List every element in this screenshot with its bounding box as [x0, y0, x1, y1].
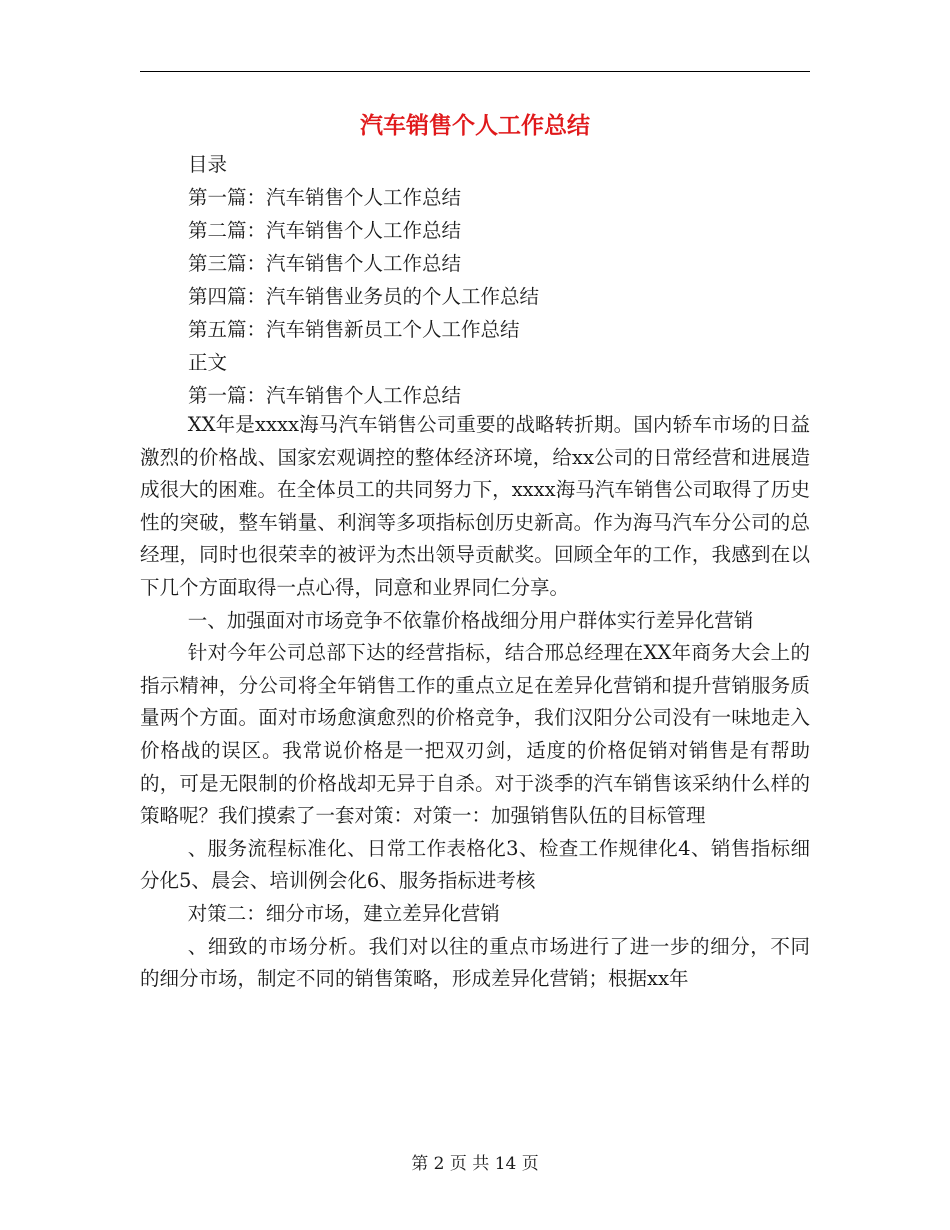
- page-number: 第 2 页 共 14 页: [411, 1154, 539, 1174]
- paragraph: XX年是xxxx海马汽车销售公司重要的战略转折期。国内轿车市场的日益激烈的价格战、国家宏观调控的整体经济环境，给xx公司的日常经营和进展造成很大的困难。在全体员工的共同努力下，xxxx海马汽车销售公司取得了历史性的突破，整车销量、利润等多项指标创历史新高。作为海马汽车分公司的总经理，同时也很荣幸的被评为杰出领导贡献奖。回顾全年的工作，我感到在以下几个方面取得一点心得，同意和业界同仁分享。: [140, 413, 810, 599]
- toc-item: 第三篇：汽车销售个人工作总结: [188, 252, 462, 275]
- document-title: 汽车销售个人工作总结: [360, 113, 590, 139]
- toc-item: 第二篇：汽车销售个人工作总结: [188, 219, 462, 242]
- section-title: 第一篇：汽车销售个人工作总结: [188, 384, 462, 407]
- paragraph: 一、加强面对市场竞争不依靠价格战细分用户群体实行差异化营销: [187, 608, 754, 632]
- paragraph: 针对今年公司总部下达的经营指标，结合邢总经理在XX年商务大会上的指示精神，分公司将全年销售工作的重点立足在差异化营销和提升营销服务质量两个方面。面对市场愈演愈烈的价格竞争，我们汉阳分公司没有一味地走入价格战的误区。我常说价格是一把双刃剑，适度的价格促销对销售是有帮助的，可是无限制的价格战却无异于自杀。对于淡季的汽车销售该采纳什么样的策略呢？我们摸索了一套对策：对策一：加强销售队伍的目标管理: [140, 641, 810, 828]
- toc-heading: 目录: [188, 153, 228, 176]
- toc-item: 第四篇：汽车销售业务员的个人工作总结: [188, 285, 540, 308]
- toc-item: 第五篇：汽车销售新员工个人工作总结: [188, 318, 520, 341]
- document-body: [140, 409, 810, 996]
- paragraph: 、服务流程标准化、日常工作表格化3、检查工作规律化4、销售指标细分化5、晨会、培训例会化6、服务指标进考核: [140, 836, 810, 893]
- body-heading: 正文: [188, 351, 228, 374]
- paragraph: 、细致的市场分析。我们对以往的重点市场进行了进一步的细分，不同的细分市场，制定不同的销售策略，形成差异化营销；根据xx年: [140, 934, 810, 991]
- table-of-contents: [188, 148, 808, 412]
- toc-item: 第一篇：汽车销售个人工作总结: [188, 186, 462, 209]
- header-rule: [140, 71, 810, 72]
- paragraph: 对策二：细分市场，建立差异化营销: [187, 901, 500, 925]
